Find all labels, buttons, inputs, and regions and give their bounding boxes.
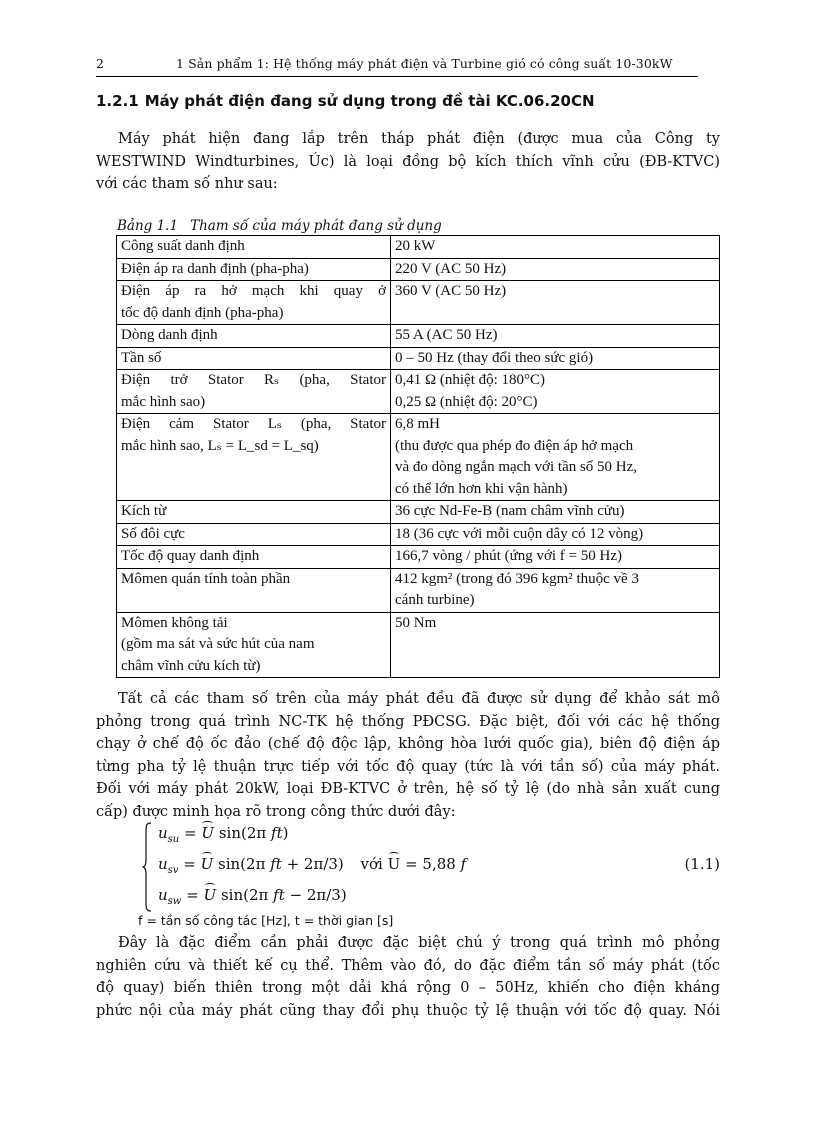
value-cell	[391, 546, 720, 569]
cell-line: 0,41 Ω (nhiệt độ: 180°C)	[395, 372, 546, 388]
table-caption-label: Bảng 1.1	[117, 218, 179, 234]
cell-line: (thu được qua phép đo điện áp hở mạch	[395, 437, 634, 454]
cell-line: 55 A (AC 50 Hz)	[395, 327, 498, 343]
section-heading	[96, 92, 716, 110]
cell-line: Công suất danh định	[121, 238, 245, 254]
cell-line: mắc hình sao, Lₛ = L_sd = L_sq)	[121, 437, 319, 454]
cell-line: Điện trở Stator Rₛ (pha, Stator	[121, 372, 386, 388]
paragraph-line: từng pha tỷ lệ thuận trực tiếp với tốc độ quay (tức là với tần số) của máy phát.	[96, 758, 720, 775]
cell-line: 220 V (AC 50 Hz)	[395, 260, 507, 277]
cell-line: 166,7 vòng / phút (ứng với f = 50 Hz)	[395, 548, 622, 564]
page-number: 2	[96, 56, 105, 71]
paragraph-line: nghiên cứu và thiết kế cụ thể. Thêm vào đó, do đặc điểm tần số máy phát (tốc	[96, 957, 720, 974]
paragraph-line: WESTWIND Windturbines, Úc) là loại đồng bộ kích thích vĩnh cửu (ĐB-KTVC)	[96, 153, 720, 170]
cell-line: 50 Nm	[395, 614, 437, 631]
value-cell	[391, 501, 720, 524]
cell-line: Điện cảm Stator Lₛ (pha, Stator	[121, 416, 386, 432]
cell-line: Dòng danh định	[121, 327, 218, 343]
table-caption	[117, 218, 442, 234]
param-cell	[117, 612, 391, 678]
section-title: Máy phát điện đang sử dụng trong đề tài KC.06.20CN	[144, 92, 595, 110]
table-row	[117, 568, 720, 612]
param-cell	[117, 523, 391, 546]
paragraph-line: phức nội của máy phát cũng thay đổi phụ thuộc tỷ lệ thuận với tốc độ quay. Nói	[96, 1002, 720, 1019]
paragraph-line: Đối với máy phát 20kW, loại ĐB-KTVC ở trên, hệ số tỷ lệ (do nhà sản xuất cung	[96, 781, 720, 797]
body-paragraph	[96, 688, 720, 823]
cell-line: châm vĩnh cửu kích từ)	[121, 657, 261, 674]
param-cell	[117, 281, 391, 325]
table-row	[117, 370, 720, 414]
cell-line: 36 cực Nd-Fe-B (nam châm vĩnh cửu)	[395, 503, 625, 519]
cell-line: Điện áp ra hở mạch khi quay ở	[121, 283, 386, 299]
paragraph-line: độ quay) biến thiên trong một dải khá rộng 0 – 50Hz, khiến cho điện kháng	[96, 980, 720, 996]
cell-line: và đo dòng ngắn mạch với tần số 50 Hz,	[395, 459, 638, 475]
table-row	[117, 523, 720, 546]
cell-line: Tốc độ quay danh định	[121, 548, 260, 564]
equation-line-w: $u_{sw} = U$ sin(2π ft − 2π/3)	[158, 886, 347, 907]
table-row	[117, 612, 720, 678]
param-cell	[117, 236, 391, 259]
value-cell	[391, 236, 720, 259]
cell-line: Điện áp ra danh định (pha-pha)	[121, 260, 309, 277]
paragraph-line: Máy phát hiện đang lắp trên tháp phát điện (được mua của Công ty	[118, 131, 720, 147]
value-cell	[391, 612, 720, 678]
cell-line: Mômen không tải	[121, 614, 228, 631]
param-cell	[117, 370, 391, 414]
paragraph-line: chạy ở chế độ ốc đảo (chế độ độc lập, không hòa lưới quốc gia), biên độ điện áp	[96, 736, 720, 752]
paragraph-line: Tất cả các tham số trên của máy phát đều đã được sử dụng để khảo sát mô	[118, 691, 720, 707]
param-cell	[117, 325, 391, 348]
cell-line: mắc hình sao)	[121, 393, 206, 410]
parameter-table	[116, 235, 720, 678]
table-row	[117, 414, 720, 501]
section-number: 1.2.1	[96, 92, 139, 110]
table-row	[117, 258, 720, 281]
param-cell	[117, 347, 391, 370]
cell-line: 18 (36 cực với mỗi cuộn dây có 12 vòng)	[395, 525, 644, 542]
cell-line: 412 kgm² (trong đó 396 kgm² thuộc về 3	[395, 570, 639, 587]
cell-line: 6,8 mH	[395, 416, 440, 432]
param-cell	[117, 414, 391, 501]
param-cell	[117, 258, 391, 281]
table-row	[117, 281, 720, 325]
value-cell	[391, 414, 720, 501]
table-row	[117, 546, 720, 569]
paragraph-line: với các tham số như sau:	[96, 176, 278, 192]
left-brace-icon	[142, 822, 152, 912]
cell-line: 360 V (AC 50 Hz)	[395, 283, 507, 299]
table-row	[117, 236, 720, 259]
value-cell	[391, 523, 720, 546]
value-cell	[391, 370, 720, 414]
param-cell	[117, 546, 391, 569]
cell-line: (gồm ma sát và sức hút của nam	[121, 636, 315, 652]
table-row	[117, 347, 720, 370]
cell-line: cánh turbine)	[395, 592, 475, 608]
paragraph-line: cấp) được minh họa rõ trong công thức dưới đây:	[96, 803, 456, 820]
equation-number: (1.1)	[684, 855, 720, 873]
value-cell	[391, 281, 720, 325]
cell-line: Kích từ	[121, 503, 167, 519]
value-cell	[391, 325, 720, 348]
cell-line: 20 kW	[395, 238, 436, 254]
value-cell	[391, 258, 720, 281]
cell-line: 0,25 Ω (nhiệt độ: 20°C)	[395, 393, 538, 410]
cell-line: có thể lớn hơn khi vận hành)	[395, 480, 568, 497]
equation-note: f = tần số công tác [Hz], t = thời gian [s]	[138, 913, 394, 928]
cell-line: Mômen quán tính toàn phần	[121, 570, 291, 587]
param-cell	[117, 568, 391, 612]
header-rule	[96, 76, 698, 77]
paragraph-line: phỏng trong quá trình NC-TK hệ thống PĐCSG. Đặc biệt, đối với các hệ thống	[96, 713, 720, 730]
paragraph-line: Đây là đặc điểm cần phải được đặc biệt chú ý trong quá trình mô phỏng	[118, 935, 720, 951]
equation-line-v: $u_{sv} = U$ sin(2π ft + 2π/3) với U = 5,88 f	[158, 855, 467, 876]
table-row	[117, 501, 720, 524]
param-cell	[117, 501, 391, 524]
cell-line: Tần số	[121, 349, 162, 366]
value-cell	[391, 568, 720, 612]
running-title: 1 Sản phẩm 1: Hệ thống máy phát điện và Turbine gió có công suất 10-30kW	[176, 56, 673, 71]
table-caption-text: Tham số của máy phát đang sử dụng	[190, 218, 442, 234]
value-cell	[391, 347, 720, 370]
intro-paragraph	[96, 128, 720, 196]
cell-line: tốc độ danh định (pha-pha)	[121, 304, 284, 321]
closing-paragraph	[96, 932, 720, 1022]
table-row	[117, 325, 720, 348]
cell-line: 0 – 50 Hz (thay đổi theo sức gió)	[395, 349, 594, 366]
cell-line: Số đôi cực	[121, 525, 185, 542]
equation-block	[138, 822, 720, 914]
equation-line-u: $u_{su} = U$ sin(2π ft)	[158, 824, 289, 845]
